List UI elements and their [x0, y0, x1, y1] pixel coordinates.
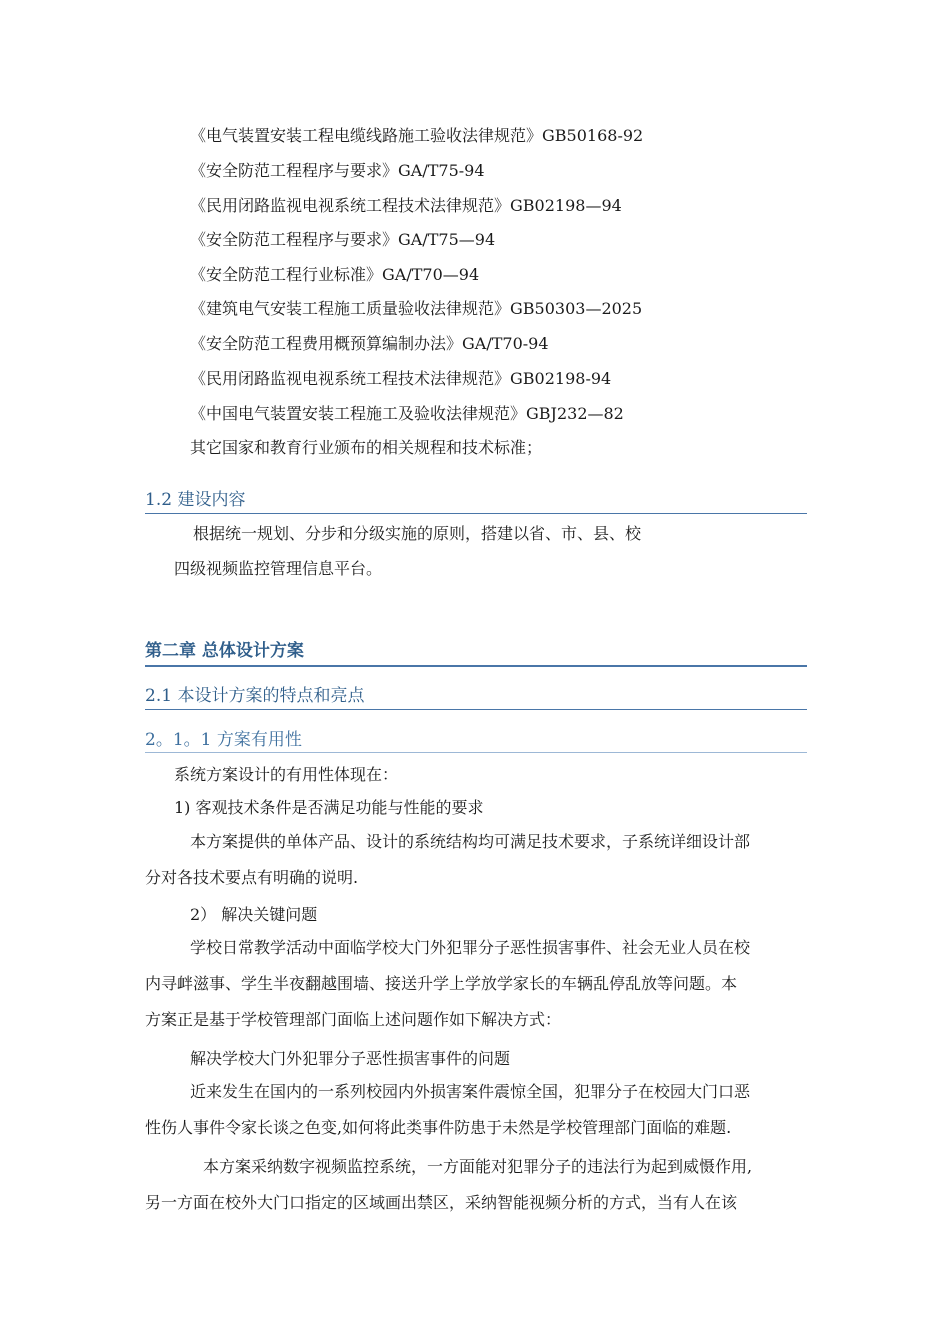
standard-item: 《安全防范工程行业标准》GA/T70—94	[190, 265, 480, 284]
section-heading-2-1-1: 2。1。1 方案有用性	[145, 728, 807, 753]
paragraph	[145, 1149, 807, 1221]
standards-tail: 其它国家和教育行业颁布的相关规程和技术标准；	[190, 438, 543, 457]
paragraph-line: 系统方案设计的有用性体现在：	[174, 765, 399, 784]
paragraph-line: 本方案采纳数字视频监控系统，一方面能对犯罪分子的违法行为起到威慑作用,	[203, 1157, 753, 1176]
sub-heading: 解决学校大门外犯罪分子恶性损害事件的问题	[190, 1049, 511, 1068]
paragraph-line: 内寻衅滋事、学生半夜翻越围墙、接送升学上学放学家长的车辆乱停乱放等问题。本	[145, 974, 738, 993]
chapter-heading: 第二章 总体设计方案	[145, 639, 807, 667]
list-item: 2） 解决关键问题	[190, 905, 318, 924]
paragraph-line: 性伤人事件令家长谈之色变,如何将此类事件防患于未然是学校管理部门面临的难题.	[145, 1118, 732, 1137]
section-heading-2-1: 2.1 本设计方案的特点和亮点	[145, 684, 807, 710]
paragraph-line: 四级视频监控管理信息平台。	[174, 559, 383, 578]
standard-item: 《中国电气装置安装工程施工及验收法律规范》GBJ232—82	[190, 404, 624, 423]
standard-item: 《电气装置安装工程电缆线路施工验收法律规范》GB50168-92	[190, 126, 644, 145]
standard-item: 《建筑电气安装工程施工质量验收法律规范》GB50303—2025	[190, 299, 643, 318]
standard-item: 《安全防范工程程序与要求》GA/T75-94	[190, 161, 485, 180]
paragraph-line: 学校日常教学活动中面临学校大门外犯罪分子恶性损害事件、社会无业人员在校	[190, 938, 751, 957]
paragraph-line: 另一方面在校外大门口指定的区域画出禁区，采纳智能视频分析的方式，当有人在该	[145, 1193, 738, 1212]
standard-item: 《安全防范工程程序与要求》GA/T75—94	[190, 230, 496, 249]
paragraph-line: 本方案提供的单体产品、设计的系统结构均可满足技术要求，子系统详细设计部	[190, 832, 751, 851]
paragraph	[145, 824, 807, 896]
paragraph	[145, 1074, 807, 1146]
paragraph-line: 方案正是基于学校管理部门面临上述问题作如下解决方式：	[145, 1010, 562, 1029]
standard-item: 《安全防范工程费用概预算编制办法》GA/T70-94	[190, 334, 549, 353]
standard-item: 《民用闭路监视电视系统工程技术法律规范》GB02198-94	[190, 369, 612, 388]
section-heading-1-2: 1.2 建设内容	[145, 488, 807, 514]
standard-item: 《民用闭路监视电视系统工程技术法律规范》GB02198—94	[190, 196, 622, 215]
paragraph	[145, 930, 807, 1038]
paragraph-line: 近来发生在国内的一系列校园内外损害案件震惊全国，犯罪分子在校园大门口恶	[190, 1082, 751, 1101]
list-item: 1) 客观技术条件是否满足功能与性能的要求	[174, 798, 484, 817]
paragraph-line: 根据统一规划、分步和分级实施的原则，搭建以省、市、县、校	[193, 524, 642, 543]
paragraph-line: 分对各技术要点有明确的说明.	[145, 868, 359, 887]
